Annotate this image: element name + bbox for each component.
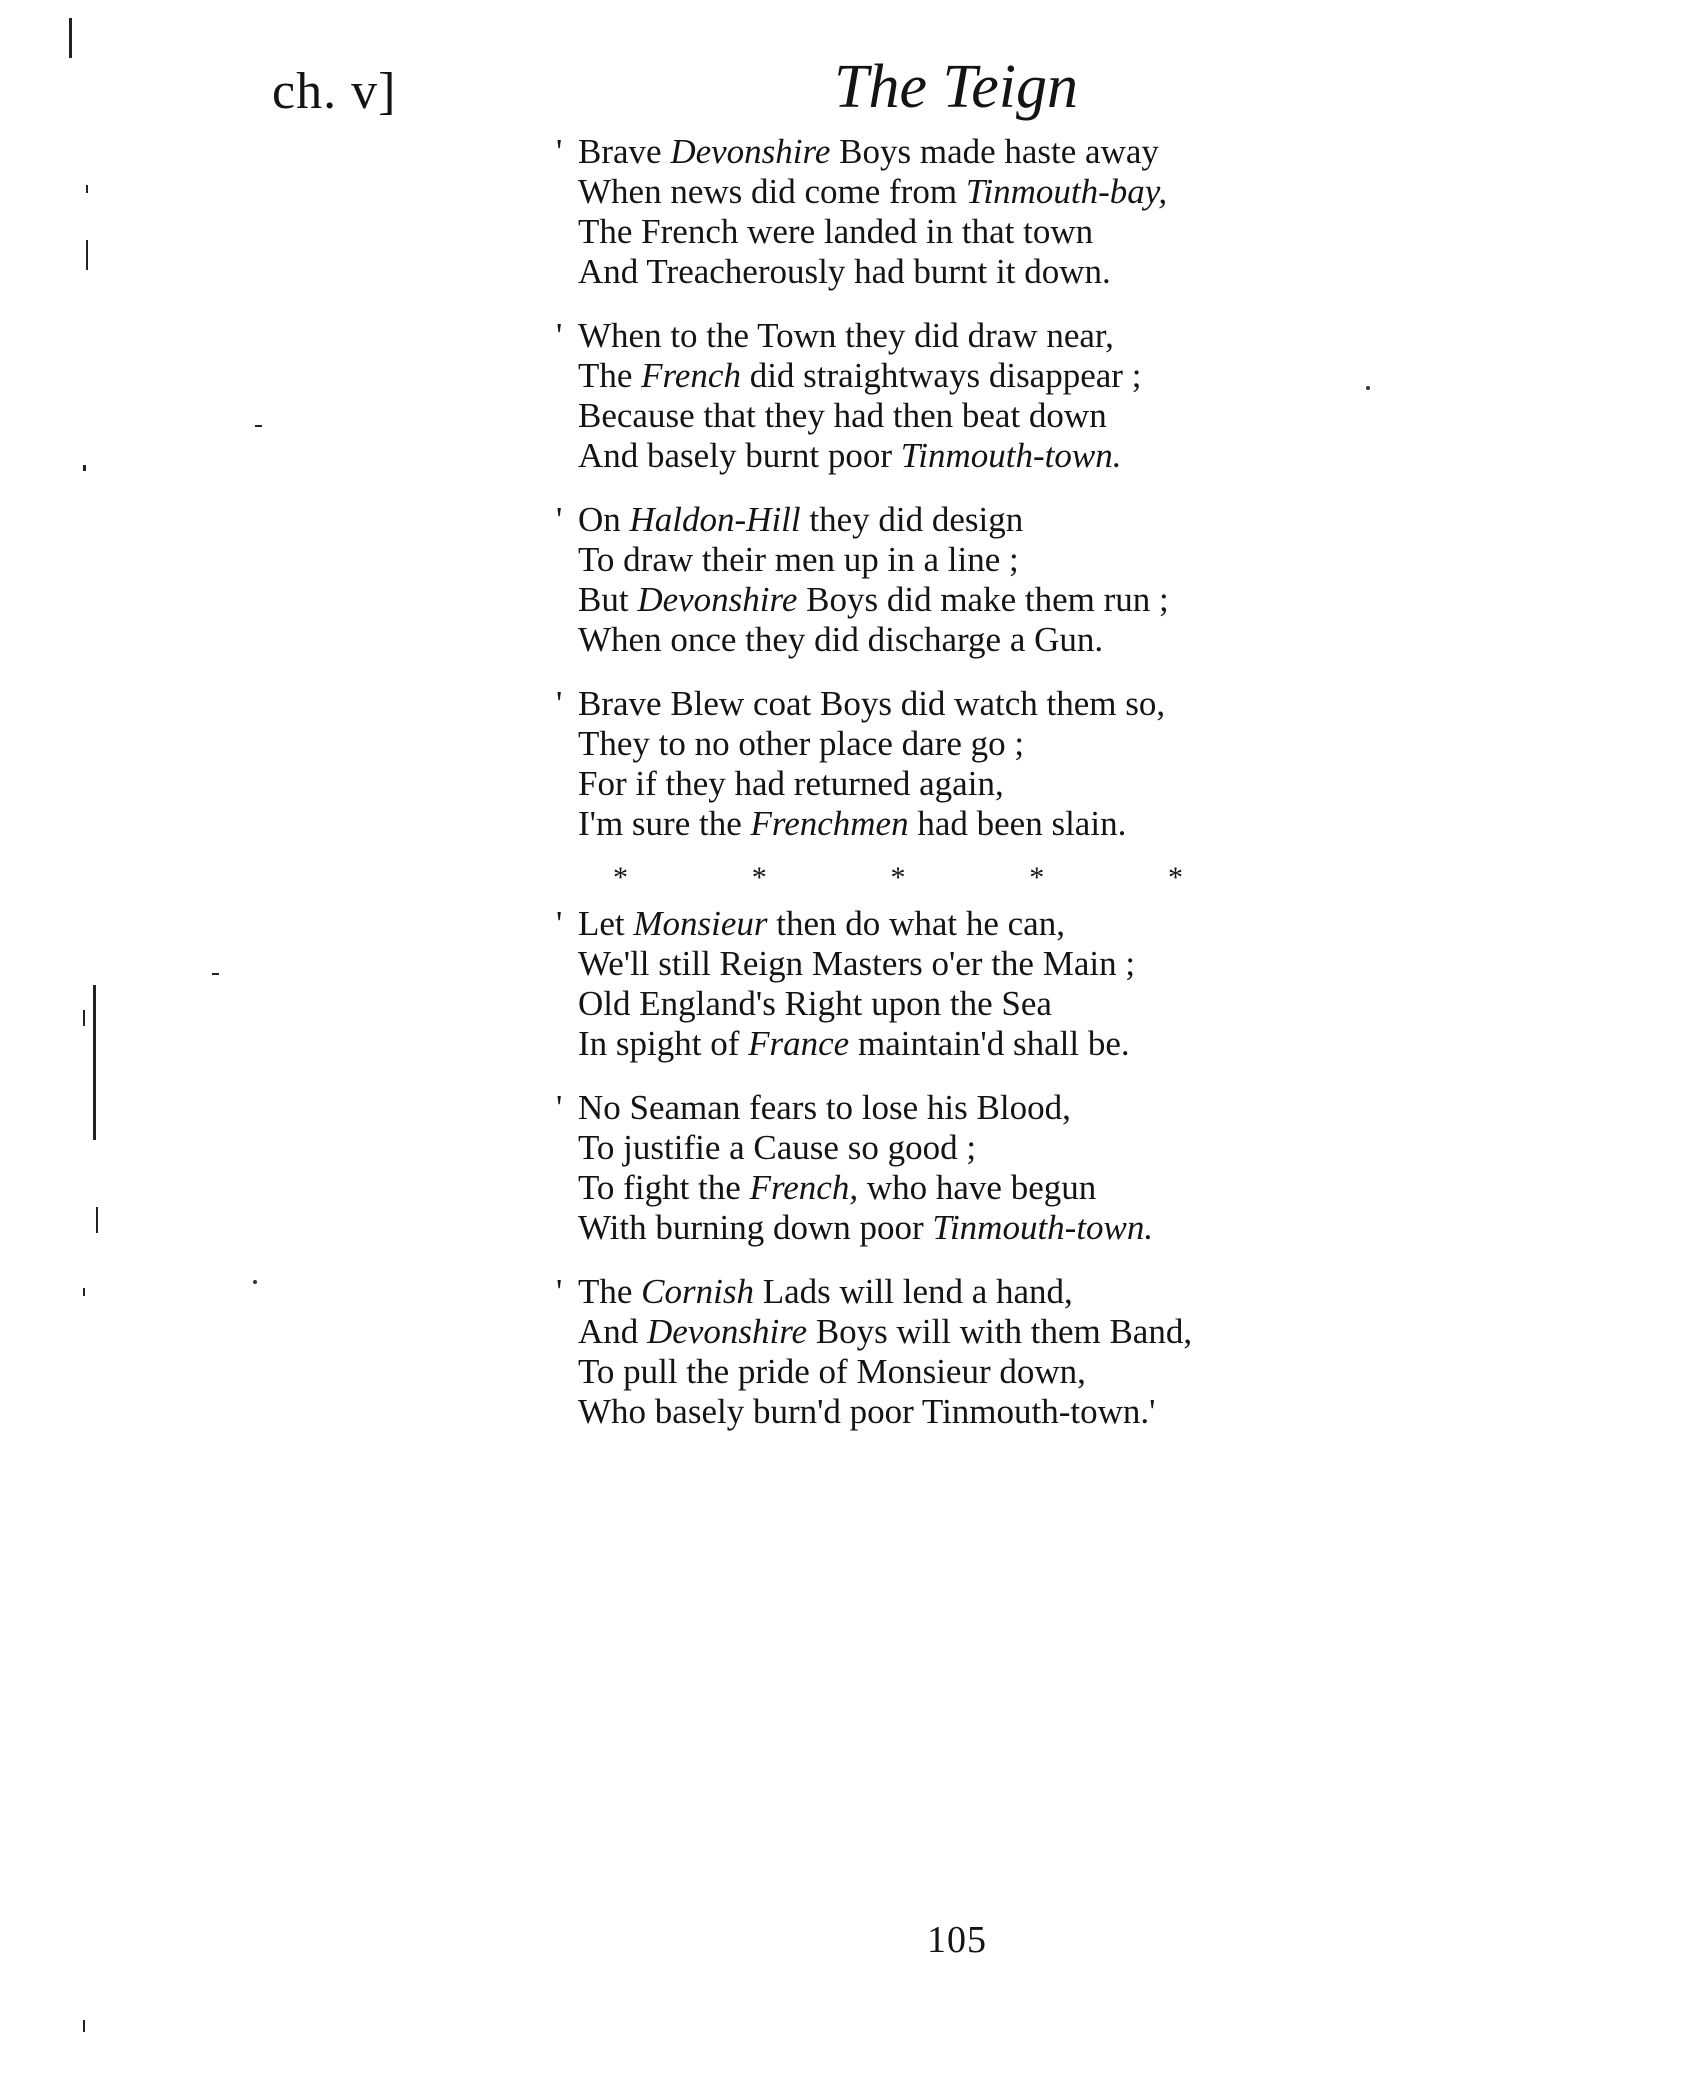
margin-mark bbox=[83, 2020, 85, 2032]
poem-line: To justifie a Cause so good ; bbox=[578, 1128, 977, 1167]
poem-line: To draw their men up in a line ; bbox=[578, 540, 1019, 579]
italic-text: Devonshire bbox=[637, 580, 798, 619]
poem bbox=[556, 132, 1193, 1456]
margin-mark bbox=[212, 973, 219, 975]
margin-mark bbox=[83, 1010, 85, 1026]
margin-mark bbox=[86, 240, 88, 270]
italic-text: French, bbox=[749, 1168, 859, 1207]
italic-text: Haldon-Hill bbox=[629, 500, 801, 539]
poem-line: Brave Blew coat Boys did watch them so, bbox=[578, 684, 1166, 723]
poem-line: Who basely burn'd poor Tinmouth-town.' bbox=[578, 1392, 1156, 1431]
opening-quote: ' bbox=[556, 500, 563, 539]
poem-line: With burning down poor Tinmouth-town. bbox=[578, 1208, 1154, 1247]
poem-line: Brave Devonshire Boys made haste away bbox=[578, 132, 1159, 171]
margin-mark bbox=[255, 425, 262, 427]
poem-line: We'll still Reign Masters o'er the Main ; bbox=[578, 944, 1136, 983]
stanza bbox=[556, 316, 1192, 476]
opening-quote: ' bbox=[556, 1088, 563, 1127]
poem-line: They to no other place dare go ; bbox=[578, 724, 1025, 763]
italic-text: Devonshire bbox=[647, 1312, 808, 1351]
poem-line: To pull the pride of Monsieur down, bbox=[578, 1352, 1086, 1391]
page-title: The Teign bbox=[833, 53, 1079, 121]
stanza bbox=[556, 1272, 1193, 1432]
margin-mark bbox=[96, 1207, 98, 1233]
poem-line: And Treacherously had burnt it down. bbox=[578, 252, 1111, 291]
asterisk: * bbox=[890, 861, 906, 894]
poem-line: For if they had returned again, bbox=[578, 764, 1004, 803]
italic-text: Cornish bbox=[641, 1272, 754, 1311]
stanza bbox=[556, 132, 1192, 292]
opening-quote: ' bbox=[556, 904, 563, 943]
asterisk: * bbox=[751, 861, 767, 894]
poem-line: When to the Town they did draw near, bbox=[578, 316, 1114, 355]
poem-line: In spight of France maintain'd shall be. bbox=[578, 1024, 1130, 1063]
margin-mark bbox=[253, 1280, 257, 1284]
opening-quote: ' bbox=[556, 1272, 563, 1311]
poem-line: To fight the French, who have begun bbox=[578, 1168, 1097, 1207]
italic-text: Tinmouth-town. bbox=[932, 1208, 1154, 1247]
margin-mark bbox=[83, 465, 86, 471]
page-number: 105 bbox=[927, 1919, 987, 1961]
asterisk-divider bbox=[613, 860, 1183, 896]
italic-text: Frenchmen bbox=[750, 804, 909, 843]
italic-text: Tinmouth-bay, bbox=[965, 172, 1168, 211]
poem-line: The French did straightways disappear ; bbox=[578, 356, 1142, 395]
poem-line: On Haldon-Hill they did design bbox=[578, 500, 1024, 539]
italic-text: Devonshire bbox=[670, 132, 831, 171]
italic-text: France bbox=[748, 1024, 850, 1063]
poem-line: And Devonshire Boys will with them Band, bbox=[578, 1312, 1193, 1351]
stanza bbox=[556, 684, 1192, 844]
poem-line: Because that they had then beat down bbox=[578, 396, 1107, 435]
asterisk: * bbox=[1029, 861, 1045, 894]
chapter-label: ch. v] bbox=[272, 63, 397, 120]
margin-mark bbox=[1366, 386, 1370, 390]
poem-line: No Seaman fears to lose his Blood, bbox=[578, 1088, 1071, 1127]
poem-line: When once they did discharge a Gun. bbox=[578, 620, 1104, 659]
stanza bbox=[556, 904, 1192, 1064]
opening-quote: ' bbox=[556, 684, 563, 723]
opening-quote: ' bbox=[556, 132, 563, 171]
stanza bbox=[556, 500, 1192, 660]
asterisk: * bbox=[613, 861, 628, 894]
margin-mark bbox=[86, 185, 88, 193]
margin-mark bbox=[83, 1288, 85, 1296]
poem-line: But Devonshire Boys did make them run ; bbox=[578, 580, 1169, 619]
italic-text: Monsieur bbox=[633, 904, 768, 943]
poem-line: Old England's Right upon the Sea bbox=[578, 984, 1052, 1023]
poem-line: I'm sure the Frenchmen had been slain. bbox=[578, 804, 1127, 843]
asterisk: * bbox=[1168, 861, 1183, 894]
italic-text: French bbox=[641, 356, 741, 395]
poem-line: And basely burnt poor Tinmouth-town. bbox=[578, 436, 1122, 475]
poem-line: Let Monsieur then do what he can, bbox=[578, 904, 1065, 943]
margin-mark bbox=[93, 985, 96, 1140]
margin-mark bbox=[69, 18, 72, 58]
poem-line: When news did come from Tinmouth-bay, bbox=[578, 172, 1168, 211]
poem-line: The French were landed in that town bbox=[578, 212, 1094, 251]
stanza bbox=[556, 1088, 1192, 1248]
poem-line: The Cornish Lads will lend a hand, bbox=[578, 1272, 1073, 1311]
italic-text: Tinmouth-town. bbox=[900, 436, 1122, 475]
opening-quote: ' bbox=[556, 316, 563, 355]
